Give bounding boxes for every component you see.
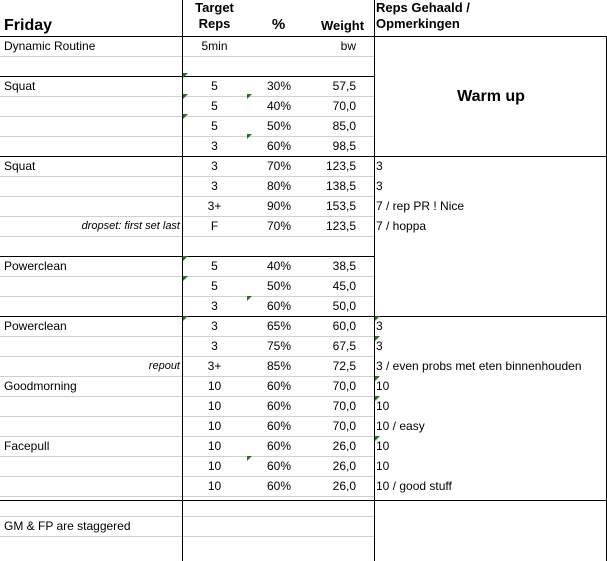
cell-weight[interactable]: 70,0 xyxy=(332,99,356,113)
comment-flag-icon xyxy=(183,256,188,261)
cell-label[interactable]: Goodmorning xyxy=(4,379,77,393)
cell-weight[interactable]: 123,5 xyxy=(325,159,356,173)
row-separator xyxy=(0,56,374,57)
cell-reps[interactable]: 10 xyxy=(207,419,222,433)
cell-percent[interactable]: 60% xyxy=(266,379,291,393)
cell-label[interactable]: Powerclean xyxy=(4,259,67,273)
cell-percent[interactable]: 60% xyxy=(266,299,291,313)
comment-flag-icon xyxy=(183,114,188,119)
cell-percent[interactable]: 60% xyxy=(266,439,291,453)
comment-flag-icon xyxy=(247,296,252,301)
cell-weight[interactable]: 26,0 xyxy=(332,439,356,453)
cell-reps[interactable]: 3 xyxy=(211,179,218,193)
row-separator xyxy=(374,36,607,37)
cell-note[interactable]: 3 xyxy=(376,319,383,333)
row-separator xyxy=(0,176,374,177)
cell-percent[interactable]: 50% xyxy=(266,279,291,293)
cell-percent[interactable]: 60% xyxy=(266,399,291,413)
cell-percent[interactable]: 30% xyxy=(266,79,291,93)
cell-weight[interactable]: 26,0 xyxy=(332,479,356,493)
cell-reps[interactable]: 3 xyxy=(211,159,218,173)
cell-reps[interactable]: 5 xyxy=(211,279,218,293)
header-notes[interactable] xyxy=(376,0,470,32)
comment-flag-icon xyxy=(375,396,380,401)
cell-weight[interactable]: 138,5 xyxy=(325,179,356,193)
cell-reps[interactable]: 5 xyxy=(211,259,218,273)
cell-percent[interactable]: 60% xyxy=(266,459,291,473)
column-separator xyxy=(374,0,375,561)
row-separator xyxy=(0,216,374,217)
cell-reps[interactable]: 3 xyxy=(211,299,218,313)
header-day[interactable]: Friday xyxy=(4,17,53,34)
cell-reps[interactable]: 3 xyxy=(211,339,218,353)
row-separator xyxy=(0,496,374,497)
comment-flag-icon xyxy=(247,134,252,139)
cell-label[interactable]: GM & FP are staggered xyxy=(4,519,131,533)
cell-percent[interactable]: 60% xyxy=(266,419,291,433)
row-separator xyxy=(0,156,607,157)
cell-reps[interactable]: 5 xyxy=(211,99,218,113)
cell-label[interactable]: Facepull xyxy=(4,439,50,453)
cell-reps[interactable]: 10 xyxy=(207,439,222,453)
row-separator xyxy=(0,500,607,501)
cell-label[interactable]: repout xyxy=(148,360,180,372)
cell-weight[interactable]: 70,0 xyxy=(332,379,356,393)
cell-label[interactable]: Powerclean xyxy=(4,319,67,333)
comment-flag-icon xyxy=(247,456,252,461)
row-separator xyxy=(0,416,374,417)
cell-reps[interactable]: 5 xyxy=(211,119,218,133)
cell-note[interactable]: 3 / even probs met eten binnenhouden xyxy=(376,359,582,373)
cell-note[interactable]: 7 / hoppa xyxy=(376,219,427,233)
cell-percent[interactable]: 70% xyxy=(266,159,291,173)
cell-note[interactable]: 3 xyxy=(376,179,383,193)
row-separator xyxy=(0,456,374,457)
cell-label[interactable]: Squat xyxy=(4,159,36,173)
header-percent[interactable]: % xyxy=(271,16,286,33)
comment-flag-icon xyxy=(183,316,188,321)
row-separator xyxy=(0,136,374,137)
row-separator xyxy=(0,356,374,357)
cell-weight[interactable]: 26,0 xyxy=(332,459,356,473)
cell-note[interactable]: 10 xyxy=(376,399,390,413)
header-target-line1: Target xyxy=(195,0,234,15)
cell-weight[interactable]: 98,5 xyxy=(332,139,356,153)
cell-percent[interactable]: 60% xyxy=(266,479,291,493)
cell-reps[interactable]: 10 xyxy=(207,399,222,413)
row-separator xyxy=(0,336,374,337)
cell-note[interactable]: 10 xyxy=(376,379,390,393)
cell-percent[interactable]: 70% xyxy=(266,219,291,233)
row-separator xyxy=(0,516,374,517)
cell-reps[interactable]: 3 xyxy=(211,139,218,153)
row-separator xyxy=(0,296,374,297)
cell-reps[interactable]: 10 xyxy=(207,479,222,493)
cell-note[interactable]: 7 / rep PR ! Nice xyxy=(376,199,465,213)
cell-reps[interactable]: 5 xyxy=(211,79,218,93)
comment-flag-icon xyxy=(375,436,380,441)
cell-note[interactable]: 3 xyxy=(376,159,383,173)
cell-weight[interactable]: 60,0 xyxy=(332,319,356,333)
cell-reps[interactable]: 3+ xyxy=(207,199,222,213)
cell-percent[interactable]: 80% xyxy=(266,179,291,193)
cell-note[interactable]: 3 xyxy=(376,339,383,353)
cell-weight[interactable]: 45,0 xyxy=(332,279,356,293)
cell-reps[interactable]: F xyxy=(210,219,219,233)
cell-weight[interactable]: 123,5 xyxy=(325,219,356,233)
row-separator xyxy=(0,236,374,237)
header-target[interactable] xyxy=(183,0,246,32)
comment-flag-icon xyxy=(247,94,252,99)
row-separator xyxy=(0,396,374,397)
cell-note[interactable]: 10 xyxy=(376,439,390,453)
cell-reps[interactable]: 10 xyxy=(207,459,222,473)
cell-percent[interactable]: 75% xyxy=(266,339,291,353)
cell-weight[interactable]: 70,0 xyxy=(332,419,356,433)
cell-label[interactable]: Squat xyxy=(4,79,36,93)
cell-weight[interactable]: 67,5 xyxy=(332,339,356,353)
cell-reps[interactable]: 5min xyxy=(201,39,228,53)
cell-reps[interactable]: 10 xyxy=(207,379,222,393)
cell-percent[interactable]: 40% xyxy=(266,99,291,113)
comment-flag-icon xyxy=(375,336,380,341)
comment-flag-icon xyxy=(375,376,380,381)
cell-percent[interactable]: 40% xyxy=(266,259,291,273)
header-notes-line2: Opmerkingen xyxy=(376,16,460,31)
cell-weight[interactable]: 72,5 xyxy=(332,359,356,373)
cell-note[interactable]: 10 / easy xyxy=(376,419,425,433)
cell-note[interactable]: 10 xyxy=(376,459,390,473)
cell-weight[interactable]: 38,5 xyxy=(332,259,356,273)
comment-flag-icon xyxy=(183,276,188,281)
header-target-line2: Reps xyxy=(198,16,231,31)
row-separator xyxy=(0,196,374,197)
row-separator xyxy=(0,476,374,477)
cell-reps[interactable]: 3+ xyxy=(207,359,222,373)
cell-label[interactable]: dropset: first set last xyxy=(81,220,180,232)
comment-flag-icon xyxy=(375,316,380,321)
cell-reps[interactable]: 3 xyxy=(211,319,218,333)
comment-flag-icon xyxy=(183,73,188,78)
cell-percent[interactable]: 50% xyxy=(266,119,291,133)
cell-percent[interactable]: 60% xyxy=(266,139,291,153)
warmup-label: Warm up xyxy=(457,88,525,105)
cell-weight[interactable]: 57,5 xyxy=(332,79,356,93)
cell-weight[interactable]: 85,0 xyxy=(332,119,356,133)
row-separator xyxy=(0,316,607,317)
cell-weight[interactable]: 153,5 xyxy=(325,199,356,213)
row-separator xyxy=(0,436,374,437)
cell-percent[interactable]: 90% xyxy=(266,199,291,213)
cell-weight[interactable]: 50,0 xyxy=(332,299,356,313)
cell-weight[interactable]: 70,0 xyxy=(332,399,356,413)
cell-percent[interactable]: 65% xyxy=(266,319,291,333)
cell-note[interactable]: 10 / good stuff xyxy=(376,479,452,493)
header-weight[interactable]: Weight xyxy=(320,18,365,33)
comment-flag-icon xyxy=(183,94,188,99)
cell-weight[interactable]: bw xyxy=(340,39,356,53)
header-notes-line1: Reps Gehaald / xyxy=(376,0,470,15)
row-separator xyxy=(0,376,374,377)
cell-label[interactable]: Dynamic Routine xyxy=(4,39,96,53)
cell-percent[interactable]: 85% xyxy=(266,359,291,373)
row-separator xyxy=(0,536,374,537)
